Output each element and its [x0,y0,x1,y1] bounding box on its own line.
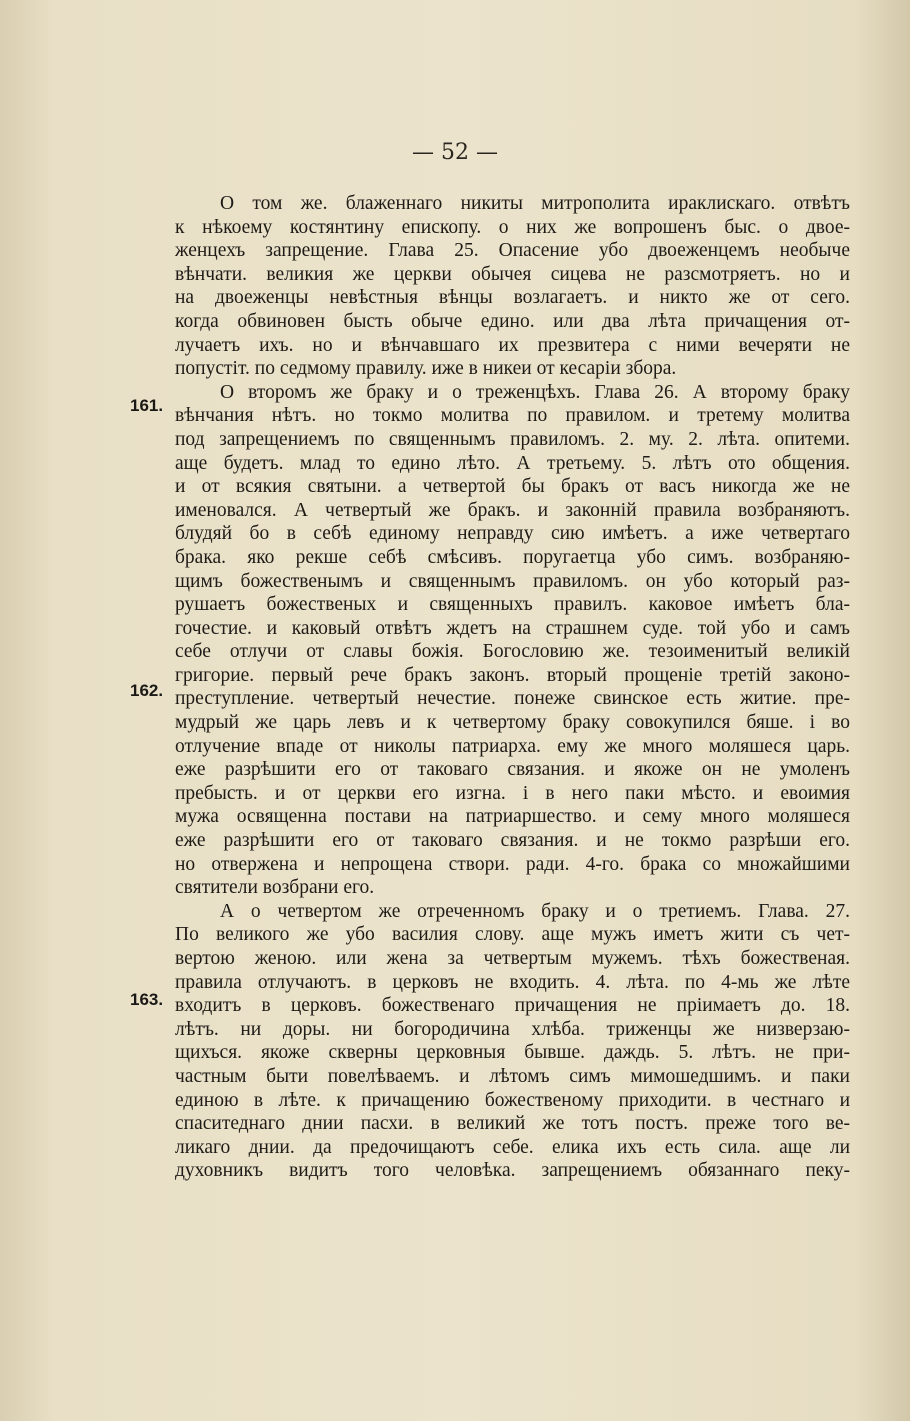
text-line: частным быти повелѣваемъ. и лѣтомъ симъ мимошедшимъ. и паки [175,1065,850,1087]
margin-number-161: 161. [130,396,164,415]
text-line: григорие. первый рече бракъ законъ. вторый прощеніе третій законо- [175,664,850,686]
text-line: вертою женою. или жена за четвертым мужемъ. тѣхъ божественая. [175,948,850,969]
text-line: По великого же убо василия слову. аще мужъ иметъ жити съ чет- [175,924,850,946]
text-line: еже разрѣшити его от таковаго связания. и якоже он не умоленъ [175,759,850,781]
text-line: пребысть. и от церкви его изгна. і в него паки мѣсто. и евоимия [175,782,850,804]
text-line: но отвержена и непрощена створи. ради. 4-го. брака со множайшими [175,853,850,875]
text-line: блудяй бо в себѣ единому неправду сию имѣетъ. а иже четвертаго [175,523,850,545]
text-line: женцехъ запрещение. Глава 25. Опасение убо двоеженцемъ необыче [175,240,850,262]
text-line: к нѣкоему костянтину епископу. о них же вопрошенъ быс. о двое- [175,216,850,238]
text-line: преступление. четвертый нечестие. понеже свинское есть житие. пре- [175,688,850,710]
text-line: гочестие. и каковый отвѣтъ ждетъ на страшнем суде. той убо и самъ [175,617,850,639]
text-line: именовался. А четвертый же бракъ. и законній правила возбраняютъ. [175,499,850,521]
text-line: на двоеженцы невѣстныя вѣнцы возлагаетъ. и никто же от сего. [175,287,850,309]
text-line: О том же. блаженнаго никиты митрополита ираклискаго. отвѣтъ [220,193,850,214]
body-text [175,192,850,1183]
text-line: рушаетъ божественых и священныхъ правилъ. каковое имѣетъ бла- [175,594,850,616]
text-line: А о четвертом же отреченномъ браку и о третиемъ. Глава. 27. [220,900,850,922]
text-line: попустіт. по седмому правилу. иже в никеи от кесаріи збора. [175,358,677,380]
text-line: святители возбрани его. [175,877,375,899]
text-line: лѣтъ. ни доры. ни богородичина хлѣба. триженцы же низверзаю- [175,1018,850,1040]
page-number: — 52 — [412,140,498,165]
text-line: и от всякия святыни. а четвертой бы бракъ от васъ никогда же не [175,476,850,498]
text-line: лучаетъ ихъ. но и вѣнчавшаго их презвитера с ними вечеряти не [175,334,850,356]
text-line: единою в лѣте. к причащению божественому приходити. в честнаго и [175,1089,850,1111]
text-line: брака. яко рекше себѣ смѣсивъ. поругаетца убо симъ. возбраняю- [175,546,850,568]
text-line: себе отлучи от славы божія. Богословию же. тезоименитый великій [175,641,850,663]
margin-number-163: 163. [130,990,164,1009]
text-line: отлучение впаде от николы патриарха. ему же много моляшеся царь. [175,735,850,757]
margin-number-162: 162. [130,681,164,700]
text-line: когда обвиновен бысть обыче едино. или два лѣта причащения от- [175,310,850,332]
text-line: щихъся. якоже скверны церковныя бывше. даждь. 5. лѣтъ. не при- [175,1042,850,1064]
text-line: вѣнчания нѣтъ. но токмо молитва по правилом. и третему молитва [175,405,850,427]
text-line: входитъ в церковъ. божественаго причащения не пріимаетъ до. 18. [175,995,850,1017]
text-line: О второмъ же браку и о треженцѣхъ. Глава 26. А второму браку [220,381,850,403]
text-line: спаситеднаго днии пасхи. в великий же тотъ постъ. преже того ве- [175,1113,850,1135]
text-line: вѣнчати. великия же церкви обычея сицева не разсмотряетъ. но и [175,263,850,285]
text-line: ликаго днии. да предочищаютъ себе. елика ихъ есть сила. аще ли [175,1136,850,1158]
text-line: аще будетъ. млад то едино лѣто. А третьему. 5. лѣтъ ото общения. [175,452,850,474]
text-line: под запрещениемъ по священнымъ правиломъ. 2. му. 2. лѣта. опитеми. [175,428,850,450]
text-line: еже разрѣшити его от таковаго связания. и не токмо разрѣши его. [175,830,850,852]
text-line: правила отлучаютъ. в церковъ не входить. 4. лѣта. по 4-мь же лѣте [175,971,850,993]
text-line: мужа освященна постави на патриаршество. и сему много моляшеся [175,806,850,828]
text-line: духовникъ видитъ того человѣка. запрещениемъ обязаннаго пеку- [175,1160,850,1182]
text-line: щимъ божественымъ и священнымъ правиломъ. он убо который раз- [175,570,850,592]
text-line: мудрый же царь левъ и к четвертому браку совокупился бяше. і во [175,712,850,734]
